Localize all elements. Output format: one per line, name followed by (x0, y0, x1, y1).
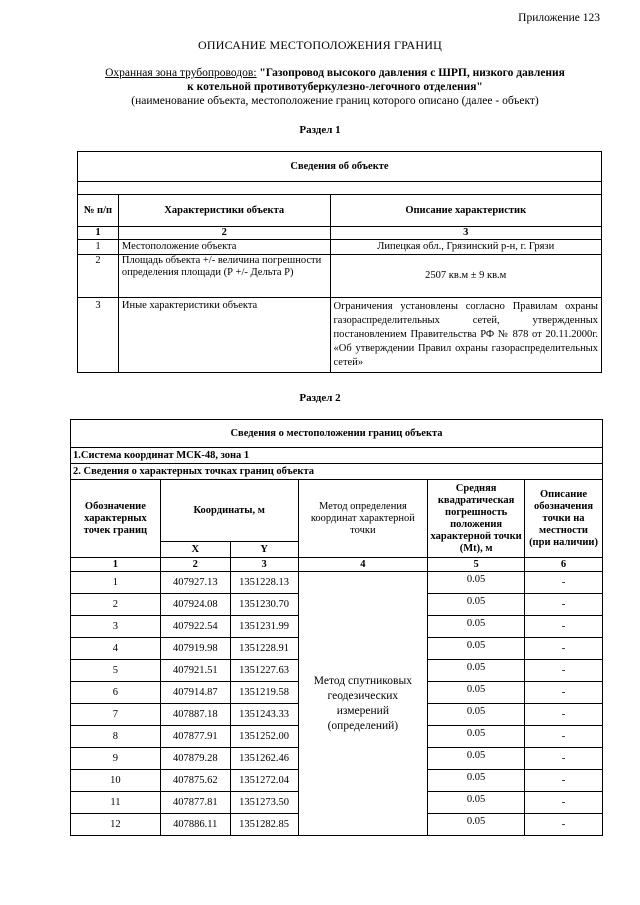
row-description: 2507 кв.м ± 9 кв.м (330, 255, 602, 298)
point-y: 1351219.58 (230, 682, 298, 704)
point-x: 407927.13 (160, 572, 230, 594)
point-number: 5 (71, 660, 161, 682)
point-description: - (525, 594, 603, 616)
point-description: - (525, 638, 603, 660)
row-description: Липецкая обл., Грязинский р-н, г. Грязи (330, 240, 602, 255)
row-characteristic: Иные характеристики объекта (118, 298, 330, 373)
object-caption: (наименование объекта, местоположение границ которого описано (далее - объект) (131, 95, 539, 107)
point-x: 407875.62 (160, 770, 230, 792)
point-y: 1351243.33 (230, 704, 298, 726)
point-number: 2 (71, 594, 161, 616)
row-num: 1 (78, 240, 119, 255)
point-number: 3 (71, 616, 161, 638)
row-num: 2 (78, 255, 119, 298)
object-info-title: Сведения об объекте (78, 152, 602, 182)
point-error: 0.05 (428, 660, 525, 682)
col-header-x: X (160, 542, 230, 558)
point-description: - (525, 682, 603, 704)
point-number: 11 (71, 792, 161, 814)
point-y: 1351273.50 (230, 792, 298, 814)
table-row (71, 572, 603, 594)
method-cell: Метод спутниковых геодезических измерений (определений) (298, 572, 428, 836)
point-error: 0.05 (428, 726, 525, 748)
point-number: 12 (71, 814, 161, 836)
point-x: 407921.51 (160, 660, 230, 682)
col-header-description: Описание характеристик (330, 195, 602, 227)
point-description: - (525, 814, 603, 836)
section2-heading: Раздел 2 (299, 392, 341, 404)
row-characteristic: Площадь объекта +/- величина погрешности определения площади (Р +/- Дельта Р) (118, 255, 330, 298)
section1-heading: Раздел 1 (299, 124, 341, 136)
col-header-error: Средняя квадратическая погрешность положения характерной точки (Mt), м (428, 480, 525, 558)
point-x: 407922.54 (160, 616, 230, 638)
object-name-part2: к котельной противотуберкулезно-легочного отделения" (187, 81, 483, 93)
col-header-characteristic: Характеристики объекта (118, 195, 330, 227)
boundary-points-table (70, 419, 603, 836)
object-description (70, 66, 600, 108)
col-index: 6 (525, 558, 603, 572)
point-number: 9 (71, 748, 161, 770)
point-y: 1351262.46 (230, 748, 298, 770)
point-y: 1351282.85 (230, 814, 298, 836)
point-description: - (525, 748, 603, 770)
point-error: 0.05 (428, 704, 525, 726)
point-number: 7 (71, 704, 161, 726)
col-header-point: Обозначение характерных точек границ (71, 480, 161, 558)
point-x: 407887.18 (160, 704, 230, 726)
point-x: 407924.08 (160, 594, 230, 616)
point-x: 407886.11 (160, 814, 230, 836)
col-index: 1 (78, 227, 119, 240)
points-section-label: 2. Сведения о характерных точках границ объекта (71, 464, 603, 480)
col-index: 3 (330, 227, 602, 240)
document-title: ОПИСАНИЕ МЕСТОПОЛОЖЕНИЯ ГРАНИЦ (198, 38, 442, 52)
point-description: - (525, 704, 603, 726)
point-error: 0.05 (428, 682, 525, 704)
boundary-table-title: Сведения о местоположении границ объекта (71, 420, 603, 448)
spacer-row (78, 182, 602, 195)
col-header-num: № п/п (78, 195, 119, 227)
point-error: 0.05 (428, 792, 525, 814)
object-prefix: Охранная зона трубопроводов: (105, 67, 257, 79)
table-row (78, 255, 602, 298)
point-error: 0.05 (428, 770, 525, 792)
point-number: 8 (71, 726, 161, 748)
point-x: 407879.28 (160, 748, 230, 770)
point-description: - (525, 792, 603, 814)
point-y: 1351231.99 (230, 616, 298, 638)
table-row (78, 240, 602, 255)
col-index: 2 (160, 558, 230, 572)
point-x: 407877.91 (160, 726, 230, 748)
col-index: 2 (118, 227, 330, 240)
row-characteristic: Местоположение объекта (118, 240, 330, 255)
point-x: 407919.98 (160, 638, 230, 660)
point-description: - (525, 726, 603, 748)
row-description: Ограничения установлены согласно Правилам охраны газораспределительных сетей, утвержденных постановлением Правительства РФ № 878 от 20.11.2000г. «Об утверждении Правил охраны газораспределительных сетей» (330, 298, 602, 373)
point-y: 1351272.04 (230, 770, 298, 792)
point-y: 1351228.13 (230, 572, 298, 594)
point-x: 407914.87 (160, 682, 230, 704)
coord-system-label: 1.Система координат МСК-48, зона 1 (71, 448, 603, 464)
point-error: 0.05 (428, 616, 525, 638)
col-header-coordinates: Координаты, м (160, 480, 298, 542)
point-description: - (525, 616, 603, 638)
point-y: 1351252.00 (230, 726, 298, 748)
col-index: 1 (71, 558, 161, 572)
point-error: 0.05 (428, 594, 525, 616)
point-description: - (525, 660, 603, 682)
point-y: 1351227.63 (230, 660, 298, 682)
col-index: 3 (230, 558, 298, 572)
table-row (78, 298, 602, 373)
point-error: 0.05 (428, 572, 525, 594)
object-name-line1 (70, 66, 600, 80)
object-info-table (77, 151, 602, 373)
point-description: - (525, 770, 603, 792)
point-error: 0.05 (428, 638, 525, 660)
point-number: 1 (71, 572, 161, 594)
point-error: 0.05 (428, 748, 525, 770)
point-number: 6 (71, 682, 161, 704)
point-y: 1351228.91 (230, 638, 298, 660)
col-header-point-description: Описание обозначения точки на местности (при наличии) (525, 480, 603, 558)
row-num: 3 (78, 298, 119, 373)
point-x: 407877.81 (160, 792, 230, 814)
point-description: - (525, 572, 603, 594)
point-number: 4 (71, 638, 161, 660)
col-header-method: Метод определения координат характерной точки (298, 480, 428, 558)
appendix-label: Приложение 123 (518, 12, 600, 24)
point-error: 0.05 (428, 814, 525, 836)
point-y: 1351230.70 (230, 594, 298, 616)
point-number: 10 (71, 770, 161, 792)
object-name-part1: "Газопровод высокого давления с ШРП, низкого давления (259, 67, 565, 79)
col-index: 5 (428, 558, 525, 572)
col-index: 4 (298, 558, 428, 572)
col-header-y: Y (230, 542, 298, 558)
